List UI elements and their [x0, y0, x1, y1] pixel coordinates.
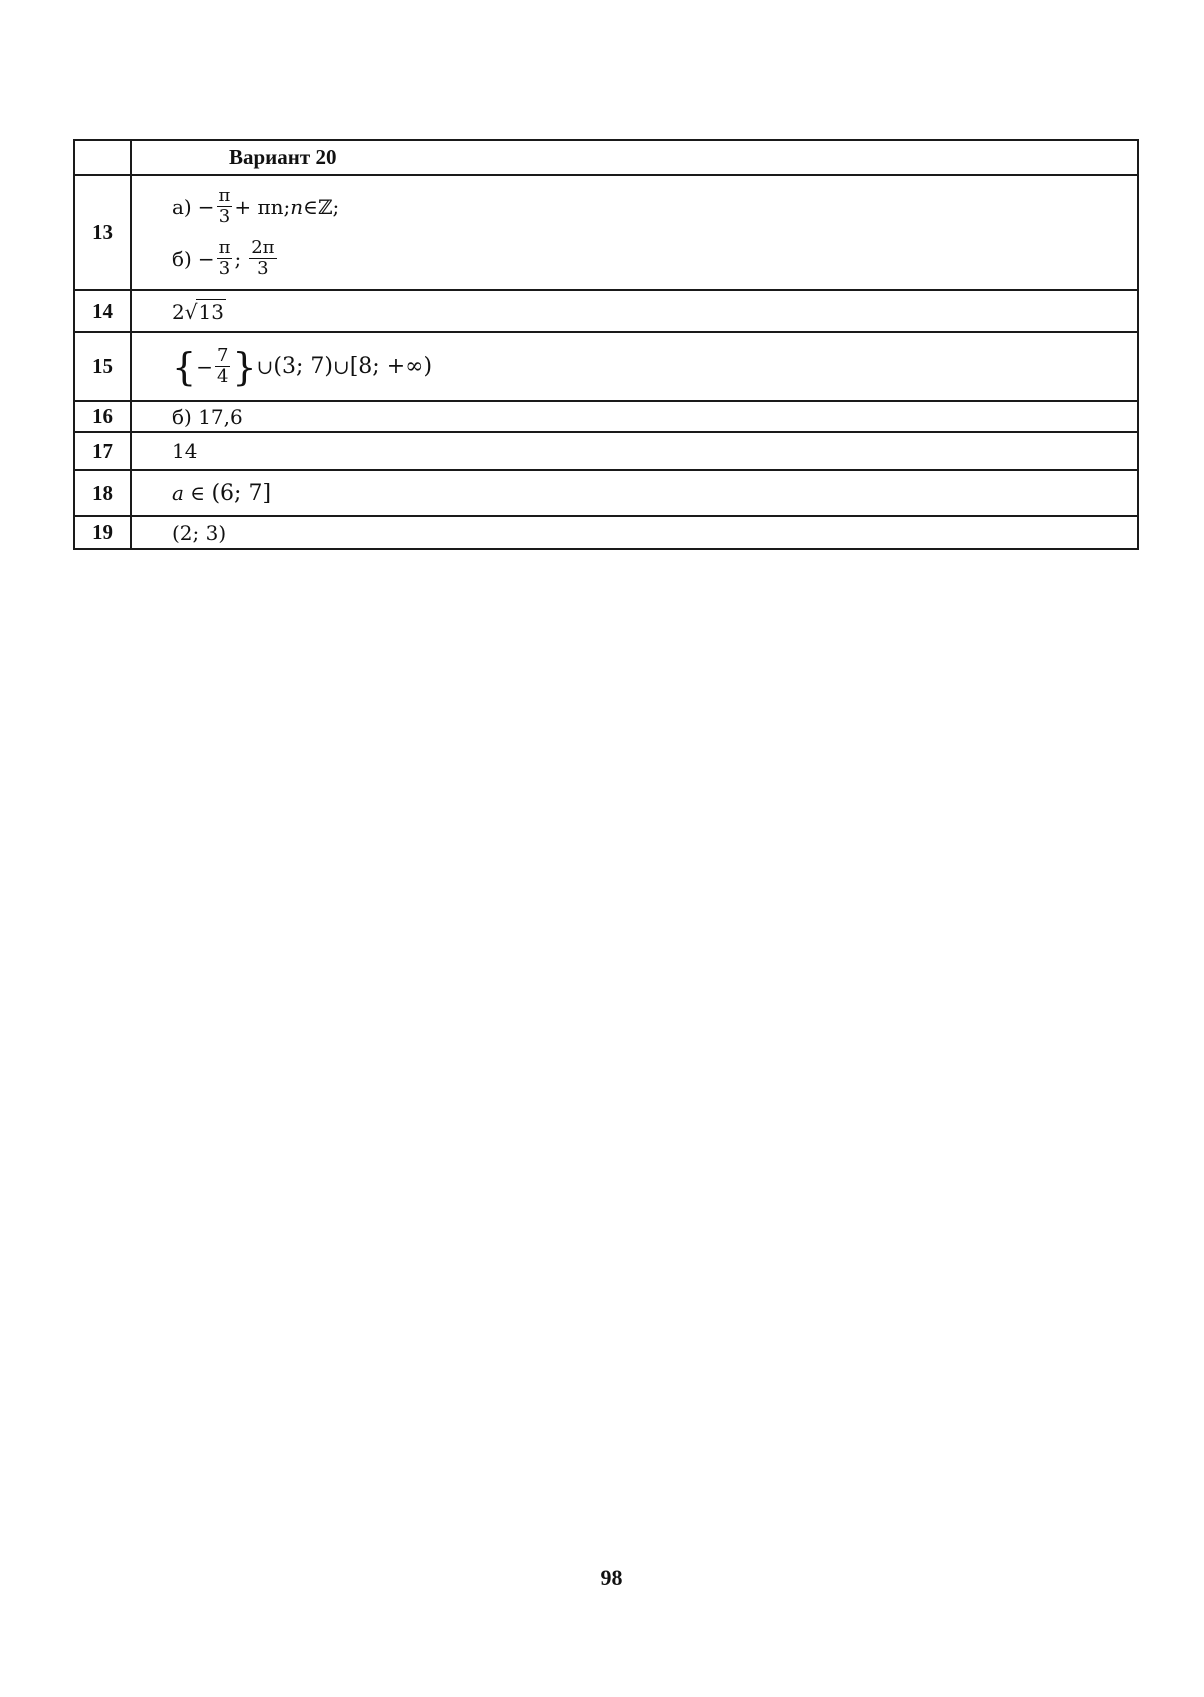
minus-sign: − — [197, 246, 215, 271]
numerator: 2π — [251, 237, 275, 258]
coefficient: 2 — [172, 299, 185, 324]
answer-cell: б) 17,6 — [131, 401, 1138, 432]
task-number: 16 — [74, 401, 131, 432]
fraction — [215, 346, 230, 387]
variable-a: a — [172, 480, 184, 505]
square-root — [185, 299, 226, 324]
interval: (3; 7) — [273, 353, 333, 379]
variant-title: Вариант 20 — [131, 140, 1138, 175]
task-number: 13 — [74, 175, 131, 290]
minus-sign: − — [196, 354, 213, 379]
fraction — [249, 238, 276, 279]
task-number: 17 — [74, 432, 131, 470]
integers-symbol: ℤ — [317, 194, 333, 219]
fraction — [217, 186, 233, 227]
radicand: 13 — [198, 299, 224, 324]
part-label: а) — [172, 194, 192, 219]
part-label: б) — [172, 246, 192, 271]
task-number: 14 — [74, 290, 131, 332]
task-number: 15 — [74, 332, 131, 401]
table-row — [74, 516, 1138, 549]
denominator: 3 — [218, 258, 231, 279]
answer-cell — [131, 290, 1138, 332]
task-number: 19 — [74, 516, 131, 549]
task-number: 18 — [74, 470, 131, 516]
answer-cell — [131, 470, 1138, 516]
table-row — [74, 401, 1138, 432]
answer-part-a — [172, 183, 1137, 231]
answer-cell: (2; 3) — [131, 516, 1138, 549]
minus-sign: − — [197, 194, 215, 219]
table-row — [74, 332, 1138, 401]
answer-cell — [131, 332, 1138, 401]
root-sign: √ — [184, 299, 198, 324]
variable-n: n — [290, 194, 304, 219]
denominator: 3 — [257, 258, 269, 279]
fraction — [217, 238, 233, 279]
answer-cell: 14 — [131, 432, 1138, 470]
denominator: 3 — [218, 206, 231, 227]
union-sign: ∪ — [332, 354, 350, 379]
element-of-sign: ∈ — [183, 480, 212, 505]
expression-text: + πn; — [234, 194, 291, 219]
right-brace: } — [232, 344, 257, 389]
table-row — [74, 175, 1138, 290]
numerator: π — [218, 185, 231, 206]
answer-part-b — [172, 235, 1137, 283]
denominator: 4 — [216, 366, 229, 387]
table-row — [74, 470, 1138, 516]
left-brace: { — [172, 344, 197, 389]
interval: [8; +∞) — [349, 353, 433, 379]
answers-table — [73, 139, 1139, 550]
table-row — [74, 432, 1138, 470]
table-header-row — [74, 140, 1138, 175]
interval: (6; 7] — [211, 480, 272, 506]
element-of-sign: ∈ — [303, 194, 318, 219]
expression-end: ; — [332, 194, 340, 219]
answer-cell — [131, 175, 1138, 290]
numerator: 7 — [216, 345, 229, 366]
table-row — [74, 290, 1138, 332]
separator: ; — [234, 246, 242, 271]
page-number: 98 — [600, 1565, 623, 1590]
numerator: π — [218, 237, 231, 258]
header-empty-cell — [74, 140, 131, 175]
union-sign: ∪ — [256, 354, 274, 379]
